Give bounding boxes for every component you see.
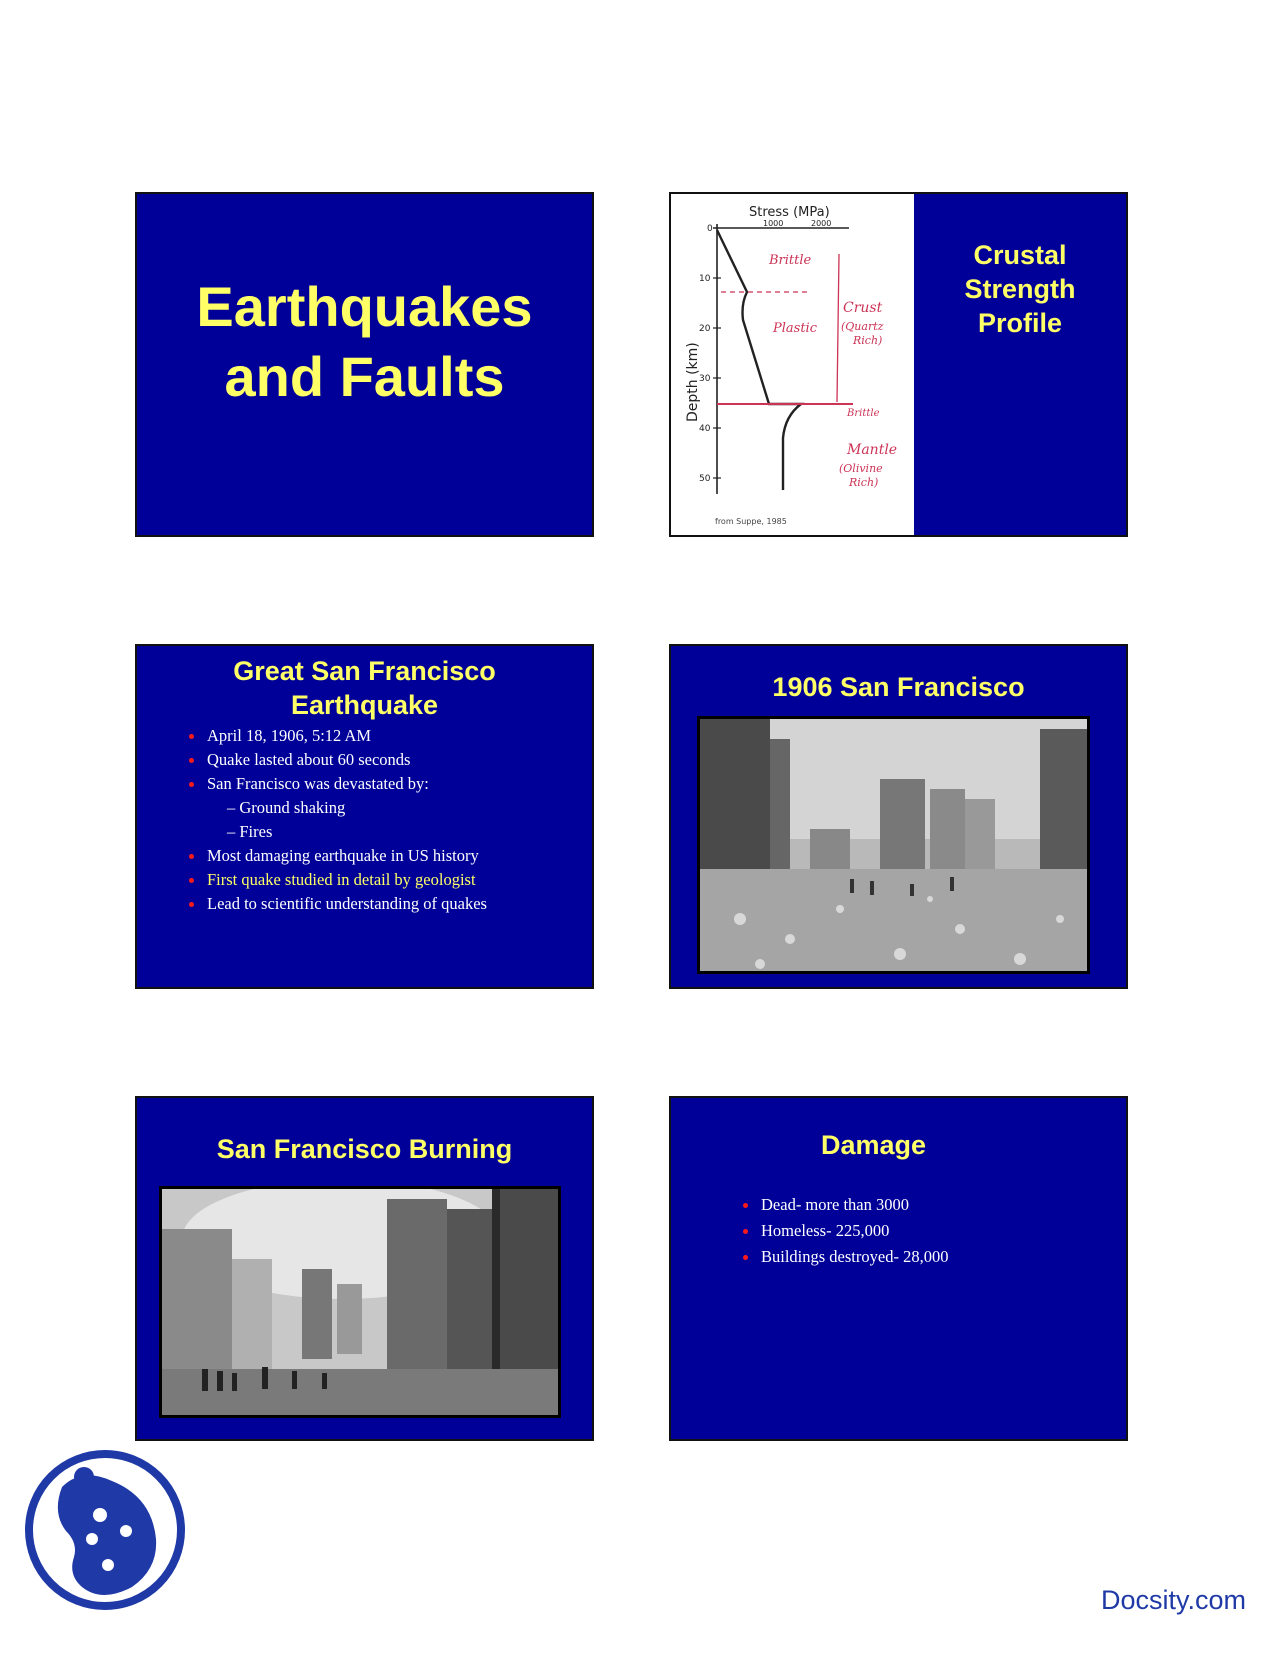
ruins-photo	[697, 716, 1090, 974]
list-item-highlighted: First quake studied in detail by geologist	[187, 868, 487, 892]
title-line-2: Strength	[964, 274, 1076, 304]
bullet-dot	[189, 782, 194, 787]
slide-damage	[669, 1096, 1128, 1441]
slide-crustal-strength	[669, 192, 1128, 537]
label-crust: Crust	[843, 300, 883, 316]
list-item: Lead to scientific understanding of quakes	[187, 892, 487, 916]
bullet-dot	[189, 878, 194, 883]
label-crust-sub1: (Quartz	[841, 320, 884, 333]
slide-heading: San Francisco Burning	[216, 1134, 513, 1164]
list-subitem: – Fires	[227, 822, 273, 841]
title-line-1: Great San Francisco	[233, 656, 496, 686]
bullet-dot	[189, 902, 194, 907]
bullet-dot	[743, 1203, 748, 1208]
list-item: Most damaging earthquake in US history	[187, 844, 487, 868]
y-tick-0: 0	[707, 224, 713, 234]
bullet-dot	[189, 758, 194, 763]
slide-sf-burning	[135, 1096, 594, 1441]
damage-bullet-list	[741, 1192, 948, 1270]
axis-title: Stress (MPa)	[749, 205, 830, 220]
slide-great-sf-earthquake	[135, 644, 594, 989]
crustal-strength-title	[914, 238, 1126, 340]
label-mantle-sub1: (Olivine	[839, 462, 883, 475]
list-item: Buildings destroyed- 28,000	[741, 1244, 948, 1270]
list-item: San Francisco was devastated by:	[187, 772, 487, 796]
docsity-logo-icon	[22, 1447, 188, 1613]
burning-city-photo	[159, 1186, 561, 1418]
title-line-2: Earthquake	[290, 690, 439, 720]
ruins-photo-image	[700, 719, 1090, 974]
slide-1906-san-francisco	[669, 644, 1128, 989]
x-tick-1000: 1000	[763, 219, 784, 228]
bullet-dot	[189, 854, 194, 859]
list-subitem: – Ground shaking	[227, 798, 346, 817]
docsity-brand-link[interactable]: Docsity.com	[1100, 1585, 1246, 1615]
bullet-dot	[743, 1229, 748, 1234]
y-tick-20: 20	[699, 324, 711, 334]
presentation-title	[137, 272, 592, 412]
label-plastic: Plastic	[773, 321, 817, 336]
bullet-list	[187, 724, 487, 916]
title-line-3: Profile	[977, 308, 1063, 338]
bullet-dot	[743, 1255, 748, 1260]
bullet-dot	[189, 734, 194, 739]
label-brittle-bottom: Brittle	[847, 408, 880, 419]
label-brittle-top: Brittle	[769, 253, 812, 268]
slide-title-earthquakes	[135, 192, 594, 537]
slide-heading: Damage	[820, 1130, 927, 1160]
title-line-1: Crustal	[973, 240, 1067, 270]
list-item: April 18, 1906, 5:12 AM	[187, 724, 487, 748]
crust-bracket	[837, 254, 839, 402]
list-item: Homeless- 225,000	[741, 1218, 948, 1244]
x-tick-2000: 2000	[811, 219, 832, 228]
diagram-credit: from Suppe, 1985	[715, 517, 787, 526]
strength-profile-sketch	[671, 194, 914, 535]
y-tick-30: 30	[699, 374, 711, 384]
y-tick-10: 10	[699, 274, 711, 284]
slide-heading	[137, 654, 592, 722]
y-tick-40: 40	[699, 424, 711, 434]
title-line-2: and Faults	[224, 345, 505, 408]
label-mantle-sub2: Rich)	[849, 476, 879, 489]
slide-heading: 1906 San Francisco	[772, 672, 1025, 702]
y-tick-50: 50	[699, 474, 711, 484]
list-item: Quake lasted about 60 seconds	[187, 748, 487, 772]
label-mantle: Mantle	[847, 442, 898, 458]
y-axis-title: Depth (km)	[685, 342, 701, 422]
label-crust-sub2: Rich)	[853, 334, 883, 347]
burning-city-photo-image	[162, 1189, 561, 1418]
strength-curve	[717, 230, 801, 490]
title-line-1: Earthquakes	[196, 275, 533, 338]
strength-profile-diagram	[671, 194, 914, 535]
list-item: Dead- more than 3000	[741, 1192, 948, 1218]
